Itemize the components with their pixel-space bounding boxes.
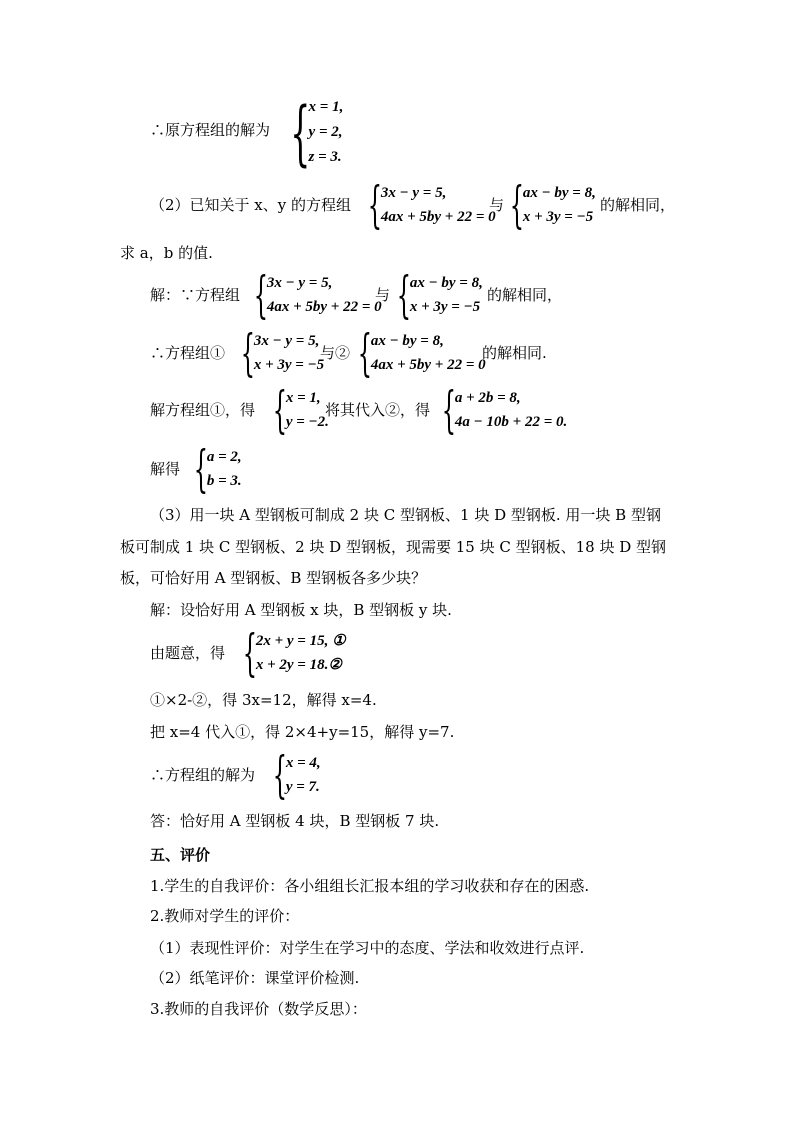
equation-system-xyz: { x = 1, y = 2, z = 3.: [290, 91, 344, 174]
section-title: 五、评价: [150, 846, 211, 864]
equation-system: { 3x − y = 5, 4ax + 5by + 22 = 0: [253, 266, 382, 324]
brace: {: [290, 91, 311, 174]
solution-prefix: ∴原方程组的解为: [150, 121, 271, 139]
equation-system: { ax − by = 8, 4ax + 5by + 22 = 0: [357, 324, 486, 382]
equation-system: { ax − by = 8, x + 3y = −5: [396, 266, 483, 324]
equation-system: { x = 4, y = 7.: [272, 746, 321, 804]
equation-system: { 3x − y = 5, 4ax + 5by + 22 = 0: [367, 176, 496, 234]
equation-system: { a + 2b = 8, 4a − 10b + 22 = 0.: [441, 381, 568, 439]
equation-system: { ax − by = 8, x + 3y = −5: [509, 176, 596, 234]
equation-system: { 3x − y = 5, x + 3y = −5: [240, 324, 325, 382]
equation-system: { 2x + y = 15, ① x + 2y = 18.②: [242, 624, 346, 682]
equation-system: { a = 2, b = 3.: [193, 440, 242, 498]
document-page: ∴原方程组的解为 { x = 1, y = 2, z = 3. （2）已知关于 x、y 的方程组 { 3x − y = 5, 4ax + 5by + 22 = 0 与 { ax − by = 8, x + 3y = −5 的解相同， 求 a，b 的值. 解：∵方程组 { 3x − y = 5, 4ax + 5by + 22 = 0 与 { ax − by = 8, x + 3y = −5 的解相同， ∴方程组① { 3x − y = 5, x + 3y = −5 与② { ax − by = 8, 4ax + 5by + 22 = 0 的解相同. 解方程组①，得 { x = 1, y = −2. 将其代入②，得 { a + 2b = 8, 4a − 10b + 22 = 0. 解得 { a = 2, b = 3. （3）用一块 A 型钢板可制成 2 块 C 型钢板、1 块 D 型钢板. 用一块 B 型钢 板可制成 1 块 C 型钢板、2 块 D 型钢板，现需要 15 块 C 型钢板、18 块 D 型钢 板，可恰好用 A 型钢板、B 型钢板各多少块？ 解：设恰好用 A 型钢板 x 块，B 型钢板 y 块. 由题意，得 { 2x + y = 15, ① x + 2y = 18.② ①×2-②，得 3x=12，解得 x=4. 把 x=4 代入①，得 2×4+y=15，解得 y=7. ∴方程组的解为 { x = 4, y = 7. 答：恰好用 A 型钢板 4 块，B 型钢板 7 块. 五、评价 1.学生的自我评价：各小组组长汇报本组的学习收获和存在的困惑. 2.教师对学生的评价： （1）表现性评价：对学生在学习中的态度、学法和收效进行点评. （2）纸笔评价：课堂评价检测. 3.教师的自我评价（数学反思）：: [120, 91, 676, 1018]
equation-system: { x = 1, y = −2.: [272, 381, 329, 439]
q2-intro: （2）已知关于 x、y 的方程组: [150, 196, 352, 214]
